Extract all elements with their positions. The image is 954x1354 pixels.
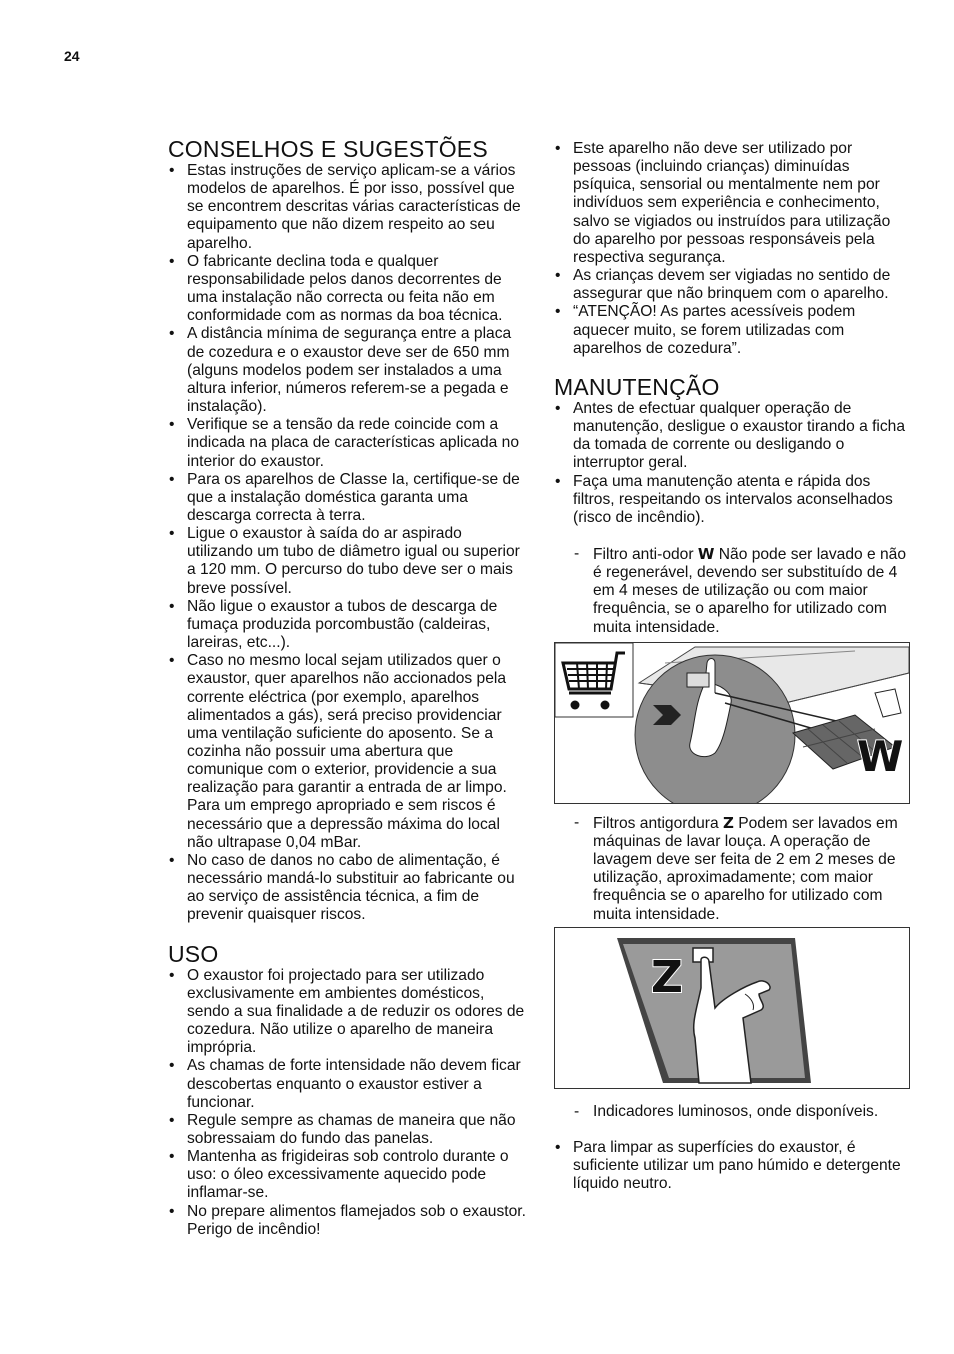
section-title-uso: USO [168,940,219,967]
list-item: • “ATENÇÃO! As partes acessíveis podem aquecer muito, se forem utilizadas com aparelhos de cozedura”. [554,303,910,357]
list-item: • Antes de efectuar qualquer operação de manutenção, desligue o exaustor tirando a ficha da tomada de corrente ou desligando o interruptor geral. [554,400,910,473]
list-item: • No prepare alimentos flamejados sob o exaustor. Perigo de incêndio! [168,1203,526,1239]
filter-z-item [554,814,910,924]
list-item: • A distância mínima de segurança entre a placa de cozedura e o exaustor deve ser de 650 mm (alguns modelos podem ser instalados a uma altura inferior, números referem-se a pegada e instalação). [168,325,526,416]
list-item: • No caso de danos no cabo de alimentação, é necessário mandá-lo substituir ao fabricante ou ao serviço de assistência técnica, a fim de prevenir quaisquer riscos. [168,852,526,925]
list-item: • Faça uma manutenção atenta e rápida dos filtros, respeitando os intervalos aconselhados (risco de incêndio). [554,473,910,527]
figure-filter-w [554,642,910,804]
left-column [168,136,526,1239]
list-item: • Regule sempre as chamas de maneira que não sobressaiam do fundo das panelas. [168,1112,526,1148]
list-item: • As chamas de forte intensidade não devem ficar descobertas enquanto o exaustor estiver a funcionar. [168,1057,526,1111]
list-item: • Ligue o exaustor à saída do ar aspirado utilizando um tubo de diâmetro igual ou superior a 120 mm. O percurso do tubo deve ser o mais breve possível. [168,525,526,598]
indicators-item: - Indicadores luminosos, onde disponíveis. [554,1103,910,1121]
filter-z-list [554,814,910,924]
filter-z-prefix: Filtros antigordura [593,814,724,832]
filter-w-prefix: Filtro anti-odor [593,545,698,563]
right-column [554,140,910,1193]
filter-w-list [554,545,910,637]
safety-list [554,140,910,358]
indicators-list [554,1103,910,1121]
filter-z-illustration [555,928,909,1088]
figure-filter-z [554,927,910,1089]
shopping-cart-icon [555,643,633,717]
list-item: • Estas instruções de serviço aplicam-se a vários modelos de aparelhos. É por isso, possível que se encontrem descritas várias características de equipamento que não dizem respeito ao seu aparelho. [168,162,526,253]
filter-z-letter: Z [723,813,734,832]
filter-w-illustration [555,643,909,803]
cleaning-item: • Para limpar as superfícies do exaustor, é suficiente utilizar um pano húmido e detergente líquido neutro. [554,1139,910,1193]
filter-w-letter: W [697,544,715,563]
list-item: • Não ligue o exaustor a tubos de descarga de fumaça produzida porcombustão (caldeiras, lareiras, etc...). [168,598,526,652]
list-item: • O exaustor foi projectado para ser utilizado exclusivamente em ambientes domésticos, sendo a sua finalidade a de reduzir os odores de cozedura. Não utilize o aparelho de maneira imprópria. [168,967,526,1058]
filter-w-item [554,545,910,637]
section-title-manutencao: MANUTENÇÃO [554,373,720,400]
filter-w-label: W [857,731,904,781]
filter-z-text: Podem ser lavados em máquinas de lavar louça. A operação de lavagem deve ser feita de 2 em 2 meses de utilização, aproximadamente; com maior frequência se o aparelho for utilizado com muita intensidade. [593,814,898,923]
list-item: • Para os aparelhos de Classe Ia, certifique-se de que a instalação doméstica garanta uma descarga correcta à terra. [168,471,526,525]
conselhos-list [168,162,526,925]
list-item: • As crianças devem ser vigiadas no sentido de assegurar que não brinquem com o aparelho. [554,267,910,303]
list-item: • Verifique se a tensão da rede coincide com a indicada na placa de características aplicada no interior do exaustor. [168,416,526,470]
page-number: 24 [64,48,80,64]
filter-z-label: Z [651,951,683,1003]
filter-w-text: Não pode ser lavado e não é regenerável, devendo ser substituído de 4 em 4 meses de utilização ou com maior frequência, se o aparelho for utilizado com muita intensidade. [593,545,907,636]
list-item: • Este aparelho não deve ser utilizado por pessoas (incluindo crianças) diminuídas psíquica, sensorial ou mentalmente nem por indivíduos sem experiência e conhecimento, salvo se vigiados ou instruídos para utilização do aparelho por pessoas responsáveis pela respectiva segurança. [554,140,910,267]
maintenance-list [554,400,910,527]
list-item: • Mantenha as frigideiras sob controlo durante o uso: o óleo excessivamente aquecido pode inflamar-se. [168,1148,526,1202]
list-item: • Caso no mesmo local sejam utilizados quer o exaustor, quer aparelhos não accionados pela corrente eléctrica (por exemplo, aparelhos alimentados a gás), será preciso providenciar uma ventilação suficiente do aposento. Se a cozinha não possuir uma abertura que comunique com o exterior, providencie a sua realização para garantir a entrada de ar limpo. Para um emprego apropriado e sem riscos é necessário que a depressão máxima do local não ultrapase 0,04 mBar. [168,652,526,852]
list-item: • O fabricante declina toda e qualquer responsabilidade pelos danos decorrentes de uma instalação não correcta ou feita não em conformidade com as normas da boa técnica. [168,253,526,326]
uso-list [168,967,526,1239]
cleaning-list [554,1139,910,1193]
section-title-conselhos: CONSELHOS E SUGESTÕES [168,136,488,162]
